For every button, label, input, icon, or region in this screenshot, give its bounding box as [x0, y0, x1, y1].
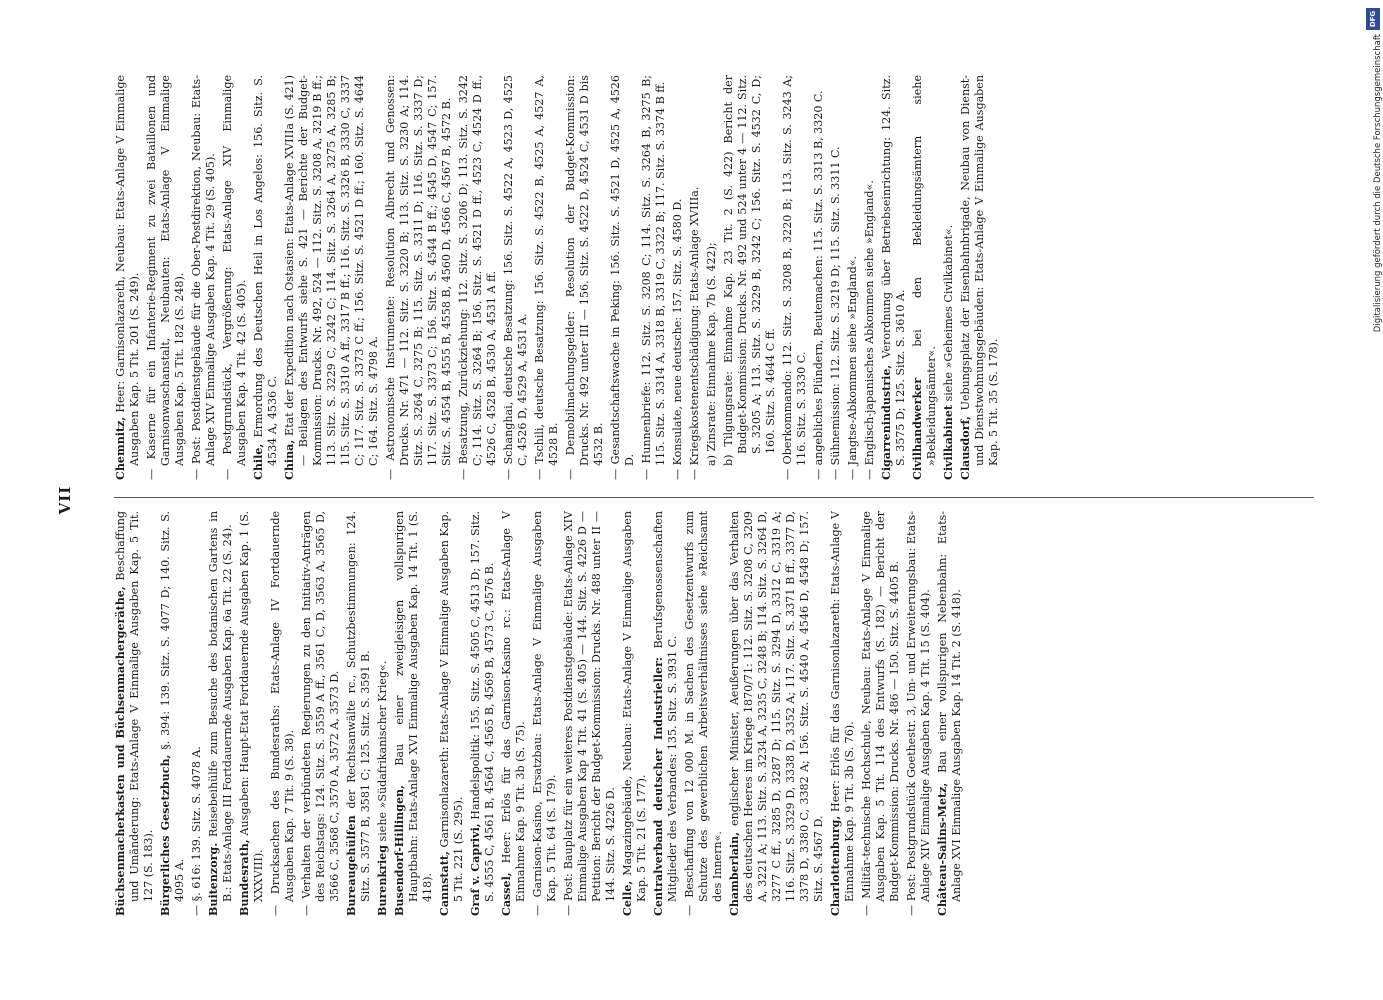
index-entry	[159, 511, 187, 916]
index-column-right	[114, 75, 1329, 480]
index-entry-dash: —	[144, 468, 158, 480]
index-entry	[345, 511, 373, 916]
page-number: VII	[55, 485, 74, 515]
index-entry-text: Garnisonlazareth: Etats-Anlage V Einmalige Ausgaben Kap. 5 Tit. 221 (S. 295).	[437, 511, 465, 902]
index-entry	[562, 511, 618, 916]
digitization-note	[1361, 34, 1383, 814]
index-entry-heading: Büchsenmacherkasten und Büchsenmachergeräthe,	[113, 586, 127, 916]
index-entry-heading: Burenkrieg	[375, 845, 389, 916]
index-entry	[252, 75, 280, 480]
index-entry	[300, 511, 342, 916]
index-entry	[145, 75, 187, 480]
index-entry-text: Beschaffung von 12 000 M. in Sachen des Gesetzentwurfs zum Schutze des gewerblichen Arbeitsverhältnisses siehe »Reichsamt des Innern«.	[682, 511, 724, 902]
dfg-logo: DFG	[1366, 8, 1380, 30]
index-entry-text: Beschaffung und Umänderung: Etats-Anlage V Einmalige Ausgaben Kap. 5 Tit. 127 (S. 183).	[113, 511, 155, 902]
index-entry-dash: —	[859, 904, 873, 916]
index-entry	[640, 75, 668, 480]
index-entry-text: Bau einer vollspurigen Nebenbahn: Etats-Anlage XVI Einmalige Ausgaben Kap. 14 Tit. 2 (S. 418).	[935, 511, 963, 902]
index-entry	[190, 75, 218, 480]
index-entry	[652, 511, 680, 916]
index-entry-text: Bau einer zweigleisigen vollspurigen Hauptbahn: Etats-Anlage XVI Einmalige Ausgaben Kap. 14 Tit. 1 (S. 418).	[392, 511, 434, 902]
index-entry-text: Gesandtschaftswache in Peking: 156. Sitz. S. 4521 D, 4525 A, 4526 D.	[608, 75, 636, 466]
index-entry-dash: —	[670, 468, 684, 480]
index-entry-heading: Cassel,	[499, 872, 513, 916]
index-entry-text: Englisch-japanisches Abkommen siehe »England«.	[862, 180, 876, 466]
index-entry-text: siehe »Südafrikanischer Krieg«.	[375, 660, 389, 842]
index-entry-heading: China,	[282, 439, 296, 480]
index-entry	[846, 75, 860, 480]
index-entry	[500, 511, 528, 916]
index-entry-heading: Bürgerliches Gesetzbuch,	[158, 754, 172, 916]
index-entry	[829, 511, 857, 916]
index-entry-dash: —	[501, 468, 515, 480]
index-entry-text: Garnison-Kasino, Ersatzbau: Etats-Anlage V Einmalige Ausgaben Kap. 5 Tit. 64 (S. 179).	[530, 511, 558, 902]
index-entry-heading: Centralverband deutscher Industrieller:	[651, 656, 665, 916]
index-entry-dash: —	[639, 468, 653, 480]
index-entry-dash: —	[383, 468, 397, 480]
index-entry-text: angebliches Plündern, Beutemachen: 115. Sitz. S. 3313 B, 3320 C.	[811, 90, 825, 466]
index-entry-heading: Clausdorf,	[958, 416, 972, 480]
index-entry-heading: Celle,	[620, 880, 634, 916]
index-entry-text: Kaserne für ein Infanterie-Regiment zu zwei Bataillonen und Garnisonwaschanstalt, Neubauten: Etats-Anlage V Einmalige Ausgaben Kap. 5 Tit. 182 (S. 248).	[144, 75, 186, 466]
index-entry	[621, 511, 649, 916]
index-entry-heading: Bureaugehülfen	[344, 815, 358, 916]
index-entry	[671, 75, 685, 480]
index-entry	[880, 75, 908, 480]
index-entry-dash: —	[268, 904, 282, 916]
index-entry-heading: Civilhandwerker	[910, 377, 924, 480]
index-entry-text: Post: Postgrundstück Goethestr. 3, Um- und Erweiterungsbau: Etats-Anlage XIV Einmalige Ausgaben Kap. 4 Tit. 15 (S. 404).	[904, 511, 932, 902]
index-entry-text: Hunnenbriefe: 112. Sitz. S. 3208 C; 114. Sitz. S. 3264 B, 3275 B; 115. Sitz. S. 3314 A, 3318 B, 3319 C, 3322 B; 117. Sitz. S. 3374 B ff.	[639, 75, 667, 466]
index-entry-text: englischer Minister, Aeußerungen über das Verhalten des deutschen Heeres im Kriege 1870/71: 112. Sitz. S. 3208 C, 3209 A, 3221 A; 113. Sitz. S. 3234 A, 3235 C, 3248 B; 114. Sitz. S. 3264 D, 3277 C ff., 3285 D, 3287 D; 115. Sitz. S. 3294 D, 3312 C, 3319 A; 116. Sitz. S. 3329 D, 3338 D, 3352 A; 117. Sitz. S. 3371 B ff., 3377 D, 3378 D, 3380 C, 3382 A; 156. Sitz. S. 4540 A, 4546 D, 4548 D; 157. Sitz. S. 4567 D.	[727, 511, 825, 902]
index-entry-heading: Cannstatt,	[437, 851, 451, 916]
index-entry	[393, 511, 435, 916]
index-entry-heading: Buitenzorg.	[206, 842, 220, 916]
index-entry-heading: Cigarrenindustrie,	[879, 364, 893, 480]
index-entry-dash: —	[456, 468, 470, 480]
index-entry	[283, 75, 381, 480]
index-entry	[190, 511, 204, 916]
index-entry	[531, 511, 559, 916]
index-entry-dash: —	[608, 468, 622, 480]
index-entry	[683, 511, 725, 916]
index-entry-text: Heer: Garnisonlazareth, Neubau: Etats-Anlage V Einmalige Ausgaben Kap. 5 Tit. 201 (S. 249).	[113, 75, 141, 466]
index-entry	[722, 75, 778, 480]
index-entry	[114, 511, 156, 916]
index-entry-dash: —	[682, 904, 696, 916]
index-entry	[905, 511, 933, 916]
index-entry-heading: Busendorf-Hillingen,	[392, 785, 406, 916]
index-entry-dash: —	[189, 468, 203, 480]
index-entry	[376, 511, 390, 916]
index-entry-dash: —	[780, 468, 794, 480]
index-entry-text: Verhalten der verbündeten Regierungen zu den Initiativ-Anträgen des Reichstags: 124. Sitz. S. 3559 A ff., 3561 C, D, 3563 A, 3565 D, 3566 C, 3568 C, 3570 A, 3572 A, 3573 D.	[299, 511, 341, 902]
index-entry-heading: Bundesrath,	[237, 839, 251, 916]
index-entry-dash: —	[845, 468, 859, 480]
index-entry-text: Besatzung, Zurückziehung: 112. Sitz. S. 3206 D; 113. Sitz. S. 3242 C; 114. Sitz. S. 3264 B; 156. Sitz. S. 4521 D ff., 4523 C, 4524 D ff., 4526 C, 4528 B, 4530 A, 4531 A ff.	[456, 75, 498, 466]
index-entry	[781, 75, 809, 480]
index-entry	[860, 511, 902, 916]
index-entry-text: §. 394: 139. Sitz. S. 4077 D; 140. Sitz. S. 4095 A.	[158, 511, 186, 902]
index-entry	[812, 75, 826, 480]
index-entry-text: Post: Postdienstgebäude für die Ober-Postdirektion, Neubau: Etats-Anlage XIV Einmalige Ausgaben Kap. 4 Tit. 29 (S. 405).	[189, 75, 217, 466]
index-entry-text: Postgrundstück, Vergrößerung: Etats-Anlage XIV Einmalige Ausgaben Kap. 4 Tit. 42 (S. 405).	[220, 75, 248, 466]
index-entry-dash: —	[687, 468, 701, 480]
index-entry-dash: —	[299, 904, 313, 916]
index-entry-text: Kriegskostenentschädigung: Etats-Anlage XVIIIa.	[687, 186, 701, 466]
index-entry-text: Tschili, deutsche Besatzung: 156. Sitz. S. 4522 B, 4525 A, 4527 A, 4528 B.	[532, 75, 560, 466]
index-entry-text: Sühnemission: 112. Sitz. S. 3219 D; 115. Sitz. S. 3311 C.	[828, 146, 842, 466]
rotated-page-content	[42, 50, 1342, 950]
index-entry-text: §. 616: 139. Sitz. S. 4078 A.	[189, 746, 203, 902]
index-entry-text: Heer: Erlös für das Garnisonlazareth: Etats-Anlage V Einnahme Kap. 9 Tit. 3b (S. 76).	[828, 511, 856, 902]
index-entry	[688, 75, 702, 480]
index-entry-text: Militär-technische Hochschule, Neubau: Etats-Anlage V Einmalige Ausgaben Kap. 5 Tit. 114 des Entwurfs (S. 182) — Bericht der Budget-Kommission: Drucks. Nr. 486 — 150. Sitz. S. 4405 B.	[859, 511, 901, 902]
index-entry-heading: Chemnitz,	[113, 416, 127, 480]
index-entry-text: Oberkommando: 112. Sitz. S. 3208 B, 3220 B; 113. Sitz. S. 3243 A; 116. Sitz. S. 3330 C.	[780, 75, 808, 466]
index-entry-heading: Chile,	[251, 443, 265, 480]
index-entry-dash: —	[563, 468, 577, 480]
index-entry-text: Handelspolitik: 155. Sitz. S. 4505 C, 4513 D; 157. Sitz. S. 4555 C, 4561 B, 4564 C, 4565 B, 4569 B, 4573 C, 4576 B.	[468, 511, 496, 902]
index-entry-text: Heer: Erlös für das Garnison-Kasino rc.: Etats-Anlage V Einnahme Kap. 9 Tit. 3b (S. 75).	[499, 511, 527, 902]
index-entry-text: der Rechtsanwälte rc., Schutzbestimmungen: 124. Sitz. S. 3577 B, 3581 C; 125. Sitz. S. 3591 B.	[344, 511, 372, 902]
index-entry	[469, 511, 497, 916]
index-column-left	[114, 511, 1329, 916]
index-entry-text: Post: Bauplatz für ein weiteres Postdienstgebäude: Etats-Anlage XIV Einmalige Ausgaben Kap 4 Tit. 41 (S. 405) — 144. Sitz. S. 4226 D — Petition: Bericht der Budget-Kommission: Drucks. Nr. 488 unter II — 144. Sitz. S. 4226 D.	[561, 511, 617, 902]
index-entry	[959, 75, 1001, 480]
index-entry-text: Schanghai, deutsche Besatzung: 156. Sitz. S. 4522 A, 4523 D, 4525 C, 4526 D, 4529 A, 4531 A.	[501, 75, 529, 466]
digitization-note-text: Digitalisierung gefördert durch die Deutsche Forschungsgemeinschaft	[1373, 34, 1383, 333]
column-divider	[114, 497, 1314, 498]
index-entry-dash: —	[828, 468, 842, 480]
index-entry	[728, 511, 826, 916]
index-entry	[911, 75, 939, 480]
index-entry	[114, 75, 142, 480]
index-entry	[384, 75, 454, 480]
index-entry-text: Drucksachen des Bundesraths: Etats-Anlage IV Fortdauernde Ausgaben Kap. 7 Tit. 9 (S. 38).	[268, 511, 296, 902]
index-entry-text: bei den Bekleidungsämtern siehe »Bekleidungsämter«.	[910, 75, 938, 466]
index-entry-dash: —	[532, 468, 546, 480]
index-entry	[863, 75, 877, 480]
index-entry	[438, 511, 466, 916]
index-entry-heading: Charlottenburg,	[828, 815, 842, 916]
index-entry-dash: —	[220, 468, 234, 480]
index-entry-text: Verordnung über Betriebseinrichtung: 124. Sitz. S. 3575 D; 125. Sitz. S. 3610 A.	[879, 75, 907, 466]
index-entry	[609, 75, 637, 480]
index-entry-dash: —	[904, 904, 918, 916]
index-entry-text: siehe »Geheimes Civilkabinet«.	[941, 224, 955, 402]
index-entry-text: a) Zinsrate: Einnahme Kap. 7b (S. 422);	[704, 242, 718, 466]
index-entry-text: Uebungsplatz der Eisenbahnbrigade, Neubau von Dienst- und Dienstwohnungsgebäuden: Etats-Anlage V Einmalige Ausgaben Kap. 5 Tit. 35 (S. 178).	[958, 75, 1000, 466]
index-entry	[829, 75, 843, 480]
index-entry-heading: Chamberlain,	[727, 831, 741, 916]
index-entry-dash: —	[561, 904, 575, 916]
index-entry-text: Konsulate, neue deutsche: 157. Sitz. S. 4580 D.	[670, 198, 684, 466]
index-entry-text: Ausgaben: Haupt-Etat Fortdauernde Ausgaben Kap. 1 (S. XXXVIII).	[237, 511, 265, 902]
index-entry	[705, 75, 719, 480]
index-entry-text: Demobilmachungsgelder: Resolution der Budget-Kommission: Drucks. Nr. 492 unter III — 156. Sitz. S. 4522 D, 4524 C, 4531 D bis 4532 B.	[563, 75, 605, 466]
index-entry-text: Astronomische Instrumente: Resolution Albrecht und Genossen: Drucks. Nr. 471 — 112. Sitz. S. 3220 B; 113. Sitz. S. 3230 A; 114. Sitz. S. 3264 C, 3275 B; 115. Sitz. S. 3311 D; 116. Sitz. S. 3337 D; 117. Sitz. S. 3373 C; 156. Sitz. S. 4544 B ff.; 4545 D, 4547 C; 157. Sitz. S. 4554 B, 4555 B, 4558 B, 4560 D, 4566 C, 4567 B, 4572 B.	[383, 75, 453, 466]
index-entry	[502, 75, 530, 480]
index-entry-heading: Civilkabinet	[941, 404, 955, 480]
index-entry-dash: —	[530, 904, 544, 916]
index-entry	[942, 75, 956, 480]
index-entry-text: Jangtse-Abkommen siehe »England«.	[845, 255, 859, 466]
index-entry	[238, 511, 266, 916]
index-entry	[533, 75, 561, 480]
index-entry	[207, 511, 235, 916]
index-entry-dash: —	[811, 468, 825, 480]
index-entry-dash: —	[189, 904, 203, 916]
index-entry	[269, 511, 297, 916]
index-entry-text: Etat der Expedition nach Ostasien: Etats-Anlage XVIIIa (S. 421) — Beilagen des Entwurfs siehe S. 421 — Berichte der Budget-Kommission: Drucks. Nr. 492, 524 — 112. Sitz. S. 3208 A, 3219 B ff.; 113. Sitz. S. 3229 C, 3242 C; 114. Sitz. S. 3264 A, 3275 A, 3285 B; 115. Sitz. S. 3310 A ff., 3317 B ff.; 116. Sitz. S. 3326 B, 3330 C, 3337 C; 117. Sitz. S. 3373 C ff.; 156. Sitz. S. 4521 D ff.; 160. Sitz. S. 4644 C; 164. Sitz. S. 4798 A.	[282, 75, 380, 466]
index-entry-text: Magazingebäude, Neubau: Etats-Anlage V Einmalige Ausgaben Kap. 5 Tit. 21 (S. 177).	[620, 511, 648, 902]
index-entry-text: Berufsgenossenschaften Mitglieder des Verbandes: 135. Sitz. S. 3931 C.	[651, 511, 679, 902]
index-entry	[936, 511, 964, 916]
index-entry	[564, 75, 606, 480]
index-entry-dash: —	[862, 468, 876, 480]
index-entry-text: b) Tilgungsrate: Einnahme Kap. 23 Tit. 2 (S. 422) Bericht der Budget-Kommission: Drucks. Nr. 492 und 524 unter 4 — 112. Sitz. S. 3205 A; 113. Sitz. S. 3229 B, 3242 C; 156. Sitz. S. 4532 C, D; 160. Sitz. S. 4644 C ff.	[721, 75, 777, 466]
index-entry	[457, 75, 499, 480]
index-entry	[221, 75, 249, 480]
index-entry-heading: Graf v. Caprivi,	[468, 823, 482, 916]
index-entry-heading: Château-Salins-Metz,	[935, 782, 949, 916]
index-entry-text: Reisebeihülfe zum Besuche des botanischen Gartens in B.: Etats-Anlage III Fortdauernde Ausgaben Kap. 6a Tit. 22 (S. 24).	[206, 511, 234, 902]
index-entry-text: Ermordung des Deutschen Heil in Los Angelos: 156. Sitz. S. 4534 A, 4536 C.	[251, 75, 279, 466]
